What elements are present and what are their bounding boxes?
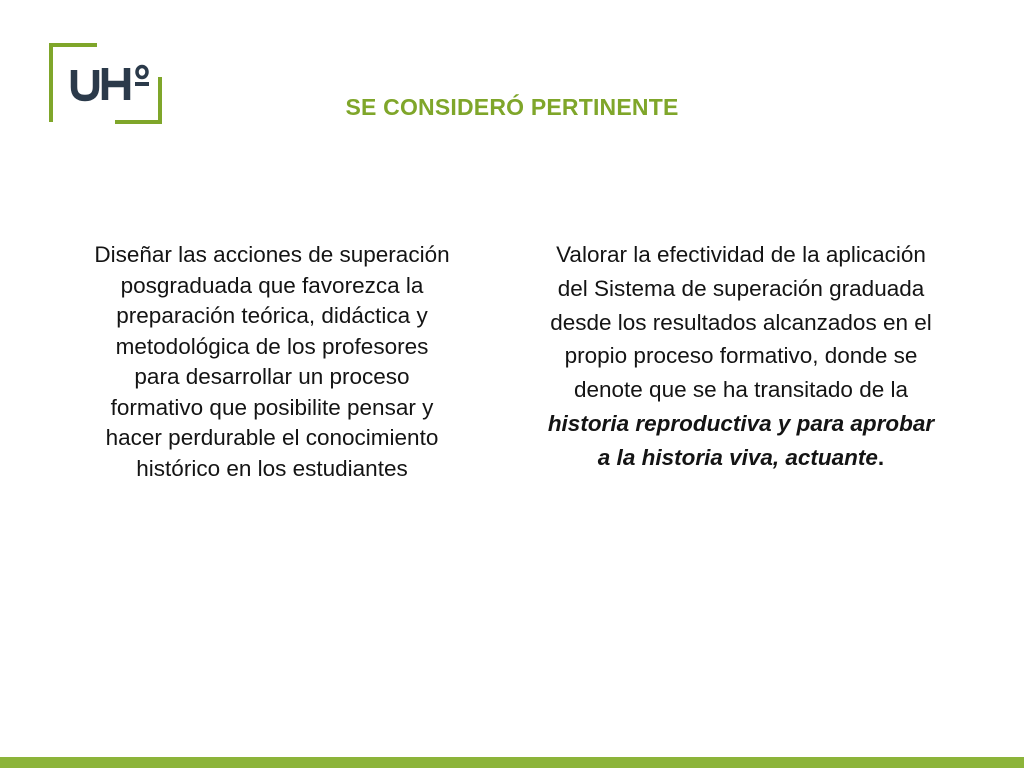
- uh-logo-mark: [49, 43, 163, 124]
- right-column-plain: Valorar la efectividad de la aplicación del Sistema de superación graduada desde los resultados alcanzados en el propio proceso formativo, donde se denote que se ha transitado de la: [550, 242, 932, 403]
- left-column-text: Diseñar las acciones de superación posgraduada que favorezca la preparación teórica, didáctica y metodológica de los profesores para desarrollar un proceso formativo que posibilite pensar y hacer perdurable el conocimiento histórico en los estudiantes: [94, 242, 450, 481]
- slide-title: SE CONSIDERÓ PERTINENTE: [345, 94, 679, 120]
- uh-logo: [49, 43, 163, 124]
- right-column-end: .: [877, 444, 885, 470]
- right-column-text: [545, 238, 937, 475]
- right-column-emphasis: historia reproductiva y para aprobar a la historia viva, actuante: [547, 410, 935, 470]
- bottom-accent-band: [0, 757, 1024, 768]
